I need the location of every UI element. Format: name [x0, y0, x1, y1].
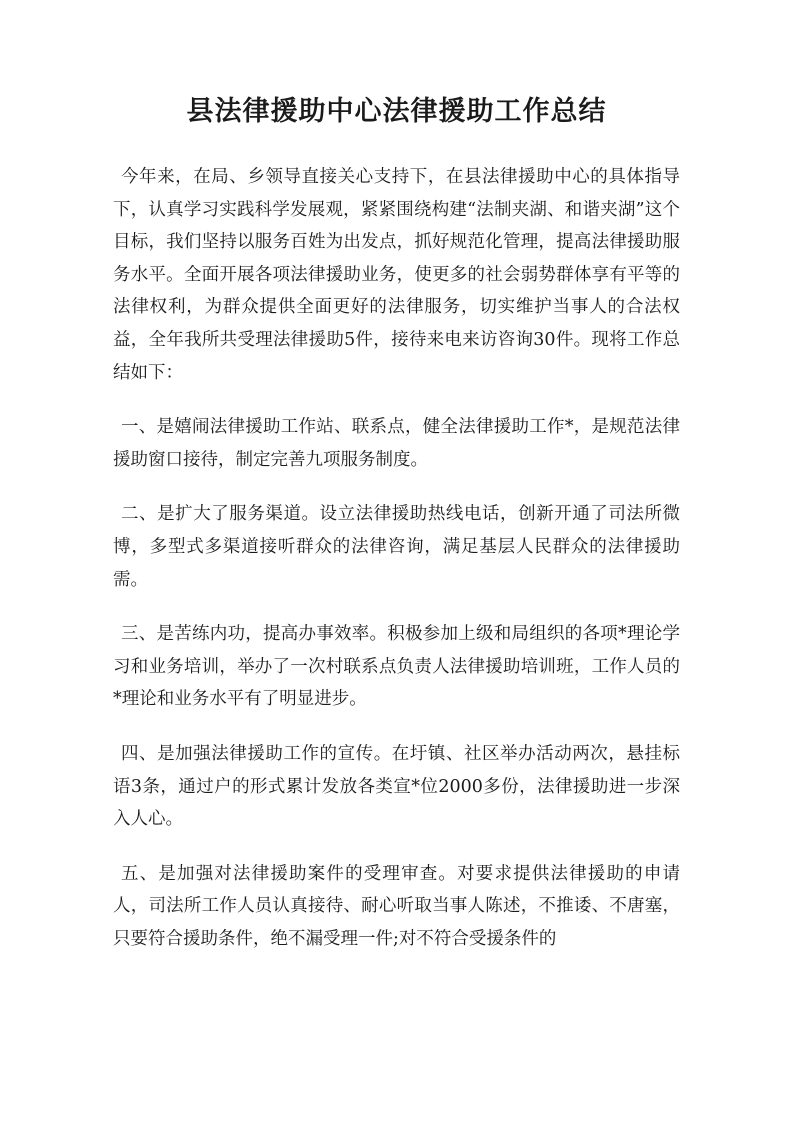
paragraph-intro: 今年来，在局、乡领导直接关心支持下，在县法律援助中心的具体指导下，认真学习实践科学发展观，紧紧围绕构建“法制夹湖、和谐夹湖”这个目标，我们坚持以服务百姓为出发点，抓好规范化管理，提高法律援助服务水平。全面开展各项法律援助业务，使更多的社会弱势群体享有平等的法律权利，为群众提供全面更好的法律服务，切实维护当事人的合法权益，全年我所共受理法律援助5件，接待来电来访咨询30件。现将工作总结如下： [113, 167, 680, 383]
paragraph-section-3: 三、是苦练内功，提高办事效率。积极参加上级和局组织的各项*理论学习和业务培训，举办了一次村联系点负责人法律援助培训班，工作人员的*理论和业务水平有了明显进步。 [113, 624, 680, 710]
paragraph-section-2: 二、是扩大了服务渠道。设立法律援助热线电话，创新开通了司法所微博，多型式多渠道接听群众的法律咨询，满足基层人民群众的法律援助需。 [113, 504, 680, 590]
document-title: 县法律援助中心法律援助工作总结 [186, 96, 607, 127]
document-body [113, 161, 680, 977]
paragraph-section-5: 五、是加强对法律援助案件的受理审查。对要求提供法律援助的申请人，司法所工作人员认真接待、耐心听取当事人陈述，不推诿、不唐塞，只要符合援助条件，绝不漏受理一件;对不符合受援条件的 [113, 863, 680, 949]
paragraph-section-1: 一、是嬉闹法律援助工作站、联系点，健全法律援助工作*，是规范法律援助窗口接待，制定完善九项服务制度。 [113, 417, 680, 470]
paragraph-section-4: 四、是加强法律援助工作的宣传。在圩镇、社区举办活动两次，悬挂标语3条，通过户的形式累计发放各类宣*位2000多份，法律援助进一步深入人心。 [113, 743, 680, 830]
